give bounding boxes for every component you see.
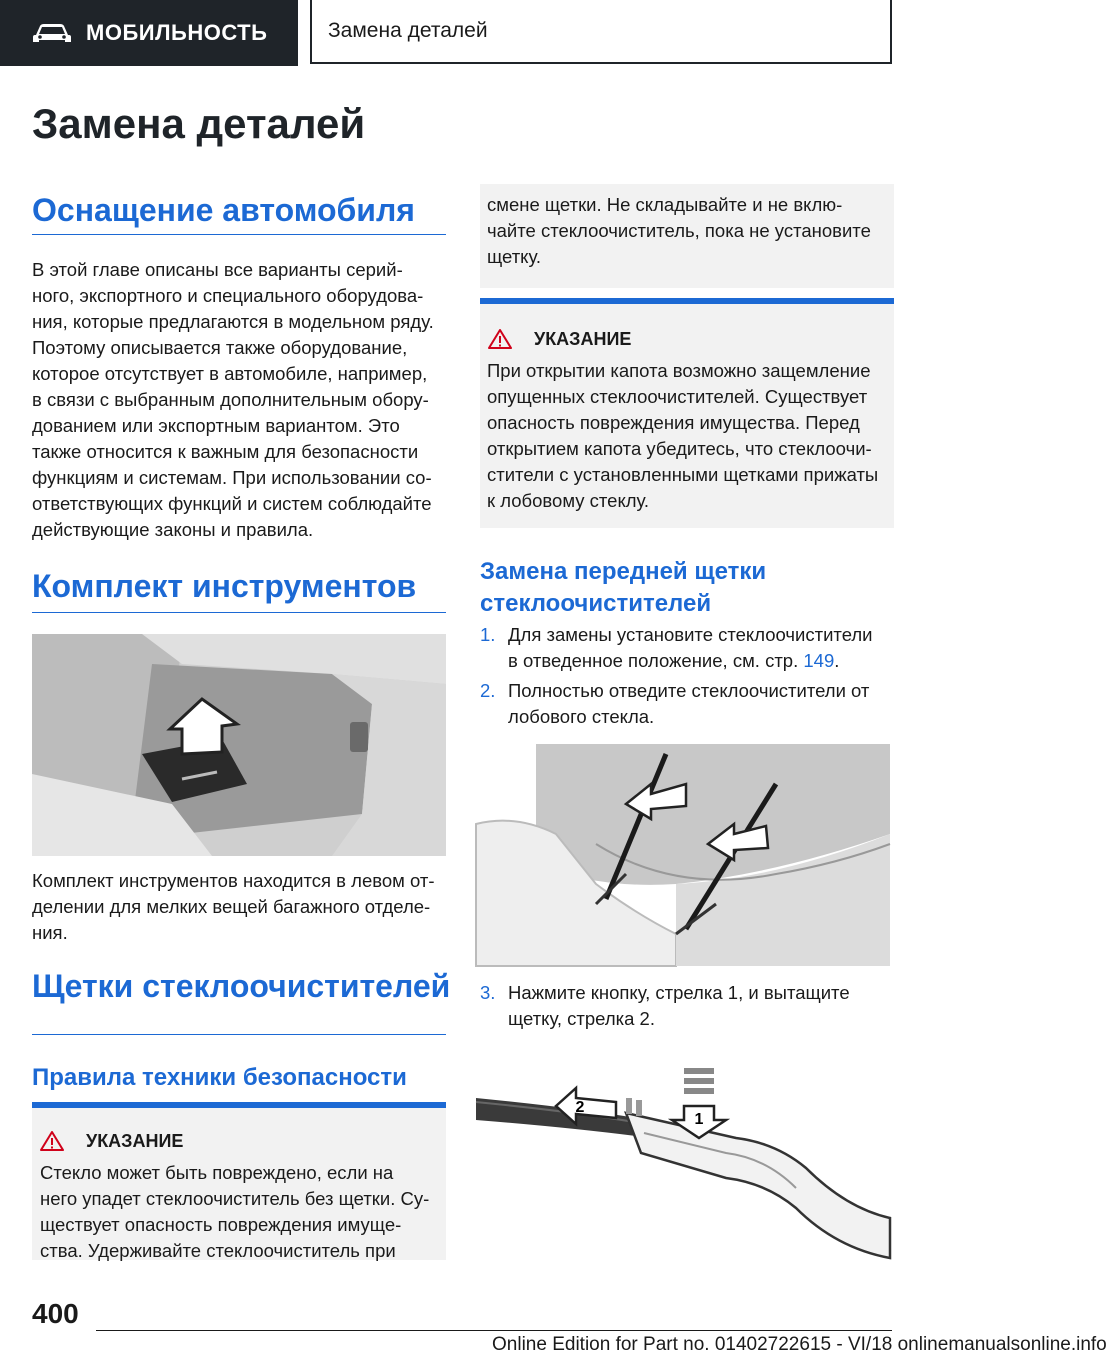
- footer-edition: [492, 1334, 1107, 1356]
- toolkit-illustration: [32, 634, 446, 856]
- note-line: смене щетки. Не складывайте и не вклю-: [487, 194, 843, 215]
- step-number: 2.: [480, 680, 496, 701]
- note-text: [487, 358, 897, 514]
- step-number: 3.: [480, 982, 496, 1003]
- equipment-heading: Оснащение автомобиля: [32, 192, 415, 228]
- wiper-blade-illustration: [476, 1058, 890, 1276]
- toolkit-heading: Комплект инструментов: [32, 568, 417, 604]
- note-title: УКАЗАНИЕ: [86, 1130, 184, 1151]
- toolkit-rule: [32, 612, 446, 613]
- section-tab[interactable]: [0, 0, 298, 66]
- paragraph-line: дованием или экспортным вариантом. Это: [32, 415, 400, 436]
- arrow-2-label: 2: [575, 1099, 585, 1116]
- step-number: 1.: [480, 624, 496, 645]
- caption-line: Комплект инструментов находится в левом от-: [32, 870, 435, 891]
- paragraph-line: которое отсутствует в автомобиле, например,: [32, 363, 428, 384]
- note-line: опущенных стеклоочистителей. Существует: [487, 386, 868, 407]
- note-line: ства. Удерживайте стеклоочиститель при: [40, 1240, 396, 1261]
- equipment-rule: [32, 234, 446, 235]
- warning-icon: [40, 1130, 64, 1152]
- replace-heading-line: Замена передней щетки: [480, 558, 767, 585]
- note-header: [40, 1130, 183, 1152]
- paragraph-line: действующие законы и правила.: [32, 519, 314, 540]
- step-text: щетку, стрелка 2.: [508, 1008, 655, 1029]
- note-title: УКАЗАНИЕ: [534, 328, 632, 349]
- page-number: 400: [32, 1298, 79, 1329]
- step-item: [480, 678, 894, 730]
- step-text-part: .: [834, 650, 840, 671]
- watermark-text: Online Edition for Part no. 01402722615 - VI/18 onlinemanualsonline.info: [492, 1334, 1107, 1355]
- chapter-tab[interactable]: [310, 0, 892, 64]
- note-line: ществует опасность повреждения имуще-: [40, 1214, 402, 1235]
- step-text: Полностью отведите стеклоочистители от: [508, 680, 870, 701]
- caption-line: делении для мелких вещей багажного отделе-: [32, 896, 431, 917]
- step-text: [508, 648, 873, 674]
- note-line: стители с установленными щетками прижаты: [487, 464, 879, 485]
- toolkit-caption: [32, 868, 452, 946]
- paragraph-line: функциям и системам. При использовании со-: [32, 467, 432, 488]
- note-line: открытием капота убедитесь, что стеклоочи-: [487, 438, 872, 459]
- paragraph-line: ответствующих функций и систем соблюдайте: [32, 493, 432, 514]
- note-line: Стекло может быть повреждено, если на: [40, 1162, 394, 1183]
- note-text-continued: [487, 192, 897, 270]
- paragraph-line: в связи с выбранным дополнительным обору-: [32, 389, 429, 410]
- step-text: лобового стекла.: [508, 706, 655, 727]
- step-text: Для замены установите стеклоочистители: [508, 624, 873, 645]
- paragraph-line: ного, экспортного и специального оборудова-: [32, 285, 424, 306]
- safety-subheading: Правила техники безопасности: [32, 1064, 407, 1091]
- replace-heading: [480, 556, 766, 620]
- caption-line: ния.: [32, 922, 68, 943]
- paragraph-line: также относится к важным для безопасности: [32, 441, 419, 462]
- footer-rule: [96, 1330, 892, 1331]
- note-line: чайте стеклоочиститель, пока не установите: [487, 220, 871, 241]
- section-tab-label: МОБИЛЬНОСТЬ: [86, 20, 268, 45]
- note-line: щетку.: [487, 246, 542, 267]
- car-icon: [32, 21, 72, 45]
- wipers-rule: [32, 1034, 446, 1035]
- windshield-illustration: [476, 744, 890, 966]
- note-line: него упадет стеклоочиститель без щетки. Су-: [40, 1188, 430, 1209]
- wipers-heading: Щетки стеклоочистителей: [32, 968, 451, 1004]
- page-title: Замена деталей: [32, 100, 366, 147]
- note-header: [488, 328, 631, 350]
- note-line: опасность повреждения имущества. Перед: [487, 412, 860, 433]
- paragraph-line: В этой главе описаны все варианты серий-: [32, 259, 403, 280]
- step-item: [480, 980, 894, 1032]
- chapter-tab-label: Замена деталей: [328, 19, 488, 42]
- paragraph-line: Поэтому описывается также оборудование,: [32, 337, 408, 358]
- step-text-part: в отведенное положение, см. стр.: [508, 650, 804, 671]
- note-line: При открытии капота возможно защемление: [487, 360, 871, 381]
- paragraph-line: ния, которые предлагаются в модельном ряду.: [32, 311, 434, 332]
- warning-icon: [488, 328, 512, 350]
- note-text: [40, 1160, 450, 1264]
- step-text: Нажмите кнопку, стрелка 1, и вытащите: [508, 982, 850, 1003]
- note-line: к лобовому стеклу.: [487, 490, 650, 511]
- replace-heading-line: стеклоочистителей: [480, 590, 712, 617]
- equipment-paragraph: [32, 257, 452, 543]
- page-link[interactable]: 149: [803, 650, 835, 671]
- step-item: [480, 622, 894, 674]
- arrow-1-label: 1: [694, 1111, 704, 1128]
